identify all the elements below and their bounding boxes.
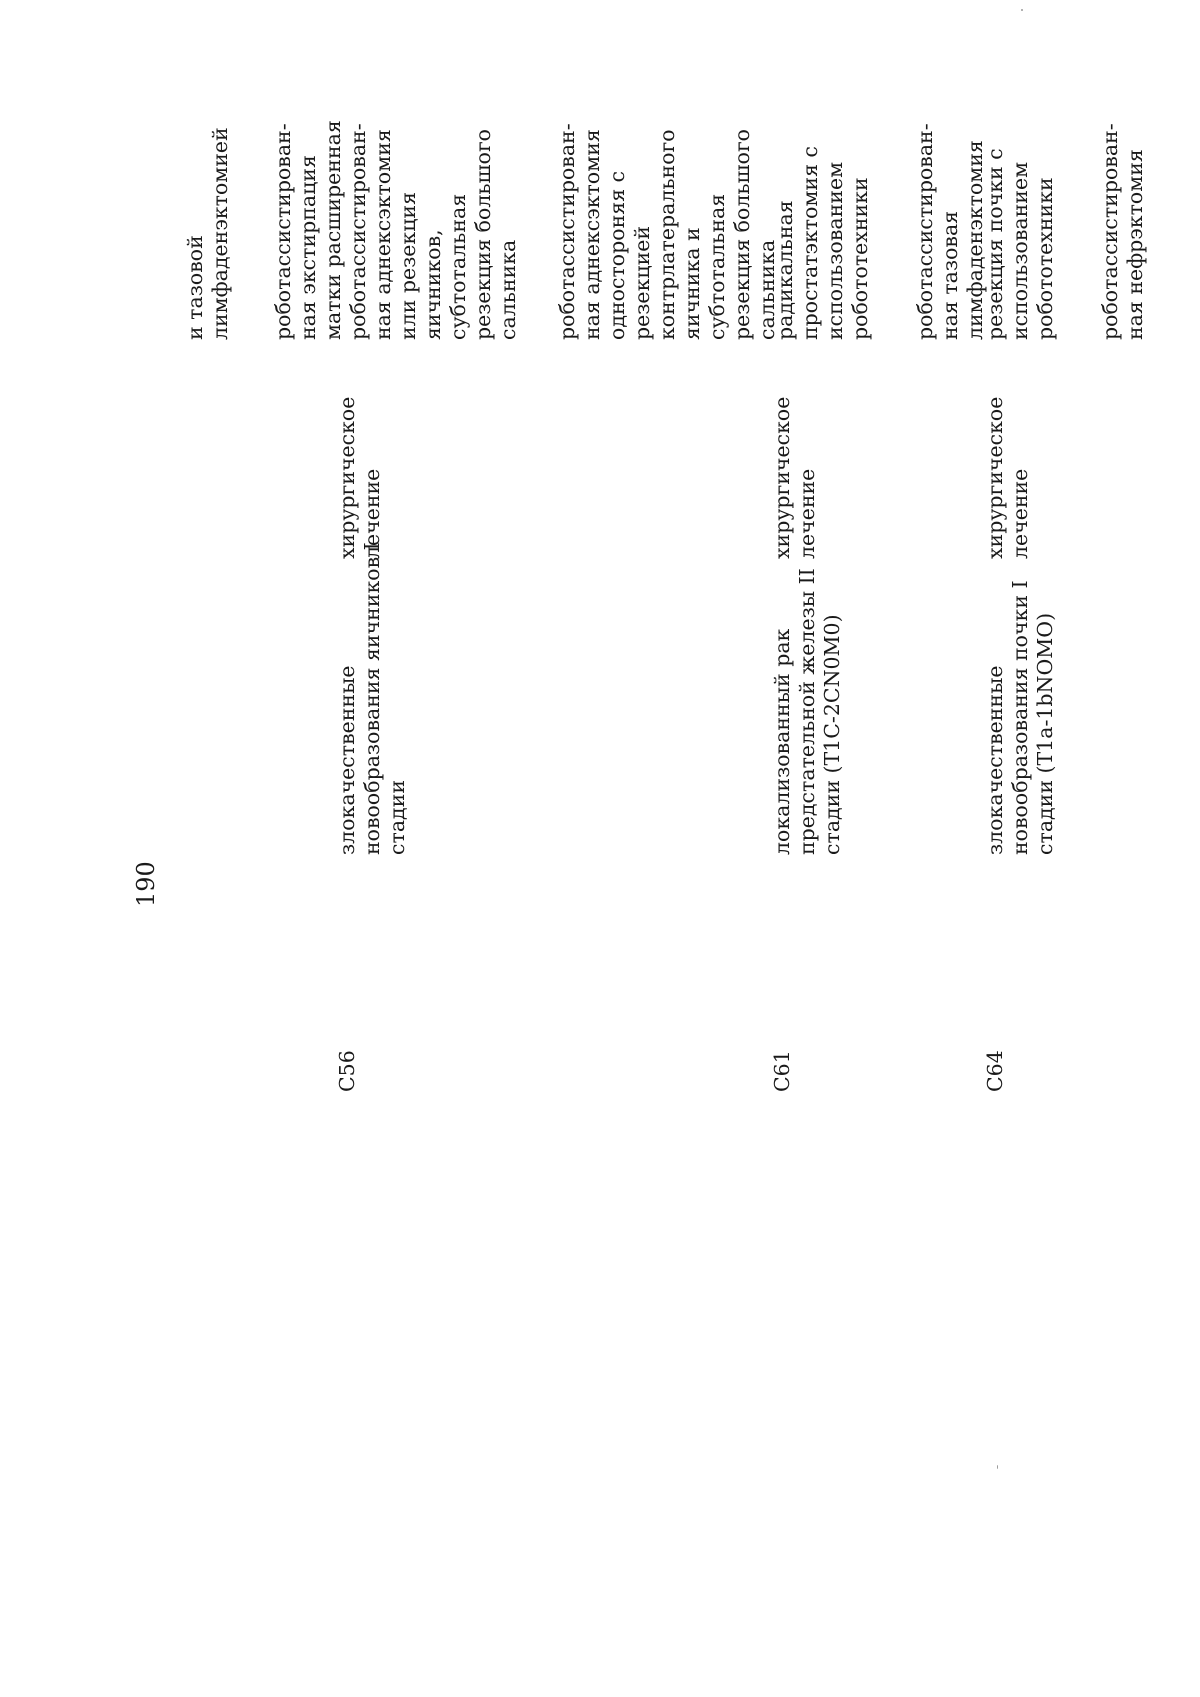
- icd-code: C64: [983, 1050, 1007, 1092]
- method-text: роботассистирован- ная экстирпация матки расширенная: [271, 120, 345, 340]
- method-text: и тазовой лимфаденэктомией: [183, 127, 232, 340]
- method-text: роботассистирован- ная тазовая лимфаденэктомия: [913, 123, 987, 340]
- method-text: роботассистирован- ная аднексэктомия одностороняя с резекцией контрлатерального яичника и субтотальная резекция большого сальника: [555, 123, 779, 340]
- treatment-type: хирургическое лечение: [983, 396, 1032, 559]
- diagnosis-text: локализованный рак предстательной железы II стадии (T1C-2CN0M0): [770, 568, 844, 855]
- method-text: резекция почки с использованием робототехники: [983, 148, 1057, 340]
- treatment-type: хирургическое лечение: [335, 396, 384, 559]
- treatment-type: хирургическое лечение: [770, 396, 819, 559]
- method-text: роботассистирован- ная нефрэктомия: [1098, 123, 1147, 340]
- icd-code: C56: [335, 1050, 359, 1092]
- icd-code: C61: [770, 1050, 794, 1092]
- scan-speck: [1021, 9, 1023, 11]
- method-text: радикальная простатэктомия с использованием робототехники: [773, 145, 872, 340]
- diagnosis-text: злокачественные новообразования почки I стадии (T1a-1bNOMO): [983, 580, 1057, 855]
- page-number: 190: [132, 861, 160, 907]
- scan-speck: [997, 1465, 998, 1469]
- method-text: роботассистирован- ная аднексэктомия или резекция яичников, субтотальная резекция большого сальника: [346, 123, 520, 340]
- diagnosis-text: злокачественные новообразования яичников I стадии: [335, 542, 409, 855]
